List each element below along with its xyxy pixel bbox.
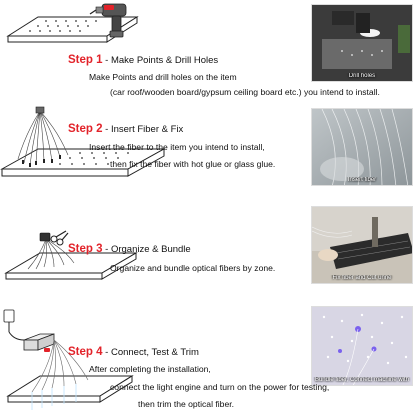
bundle-scissors-icon — [0, 215, 140, 295]
step4-heading — [68, 346, 199, 358]
step4-diagram — [0, 306, 140, 416]
step2-heading — [68, 123, 183, 135]
step2-title: - Insert Fiber & Fix — [105, 124, 184, 135]
step1-line-1: Make Points and drill holes on the item — [89, 72, 237, 82]
step1-number: Step 1 — [68, 54, 103, 66]
step2-photo — [311, 108, 413, 186]
step2-number: Step 2 — [68, 123, 103, 135]
step2-line-1: Insert the fiber to the item you intend to install, — [89, 142, 265, 152]
step3-line-1: Organize and bundle optical fibers by zone. — [110, 263, 276, 273]
step1-photo-caption: Drill holes — [348, 73, 376, 79]
step3-photo — [311, 206, 413, 284]
step3-title: - Organize & Bundle — [105, 244, 191, 255]
step4-number: Step 4 — [68, 346, 103, 358]
step4-line-2: connect the light engine and turn on the power for testing, — [110, 382, 330, 392]
step3-heading — [68, 243, 191, 255]
step4-photo — [311, 306, 413, 386]
step2-photo-caption: Insert fiber — [347, 177, 377, 183]
step1-title: - Make Points & Drill Holes — [105, 55, 219, 66]
step4-line-1: After completing the installation, — [89, 364, 211, 374]
step1-diagram — [0, 0, 140, 55]
step2-line-2: then fix the fiber with hot glue or glass glue. — [110, 159, 276, 169]
step3-photo-caption: Fix fiber and Cut unne — [332, 275, 392, 281]
step1-photo — [311, 4, 413, 82]
step1-heading — [68, 54, 218, 66]
light-engine-icon — [0, 306, 140, 416]
step3-number: Step 3 — [68, 243, 103, 255]
step4-title: - Connect, Test & Trim — [105, 347, 199, 358]
step1-line-2: (car roof/wooden board/gypsum ceiling board etc.) you intend to install. — [110, 87, 380, 97]
step3-diagram — [0, 215, 140, 295]
step4-photo-caption: Bundle fiber, Connect machine with — [314, 377, 410, 383]
step4-line-3: then trim the optical fiber. — [138, 399, 235, 409]
drill-board-icon — [0, 0, 140, 55]
